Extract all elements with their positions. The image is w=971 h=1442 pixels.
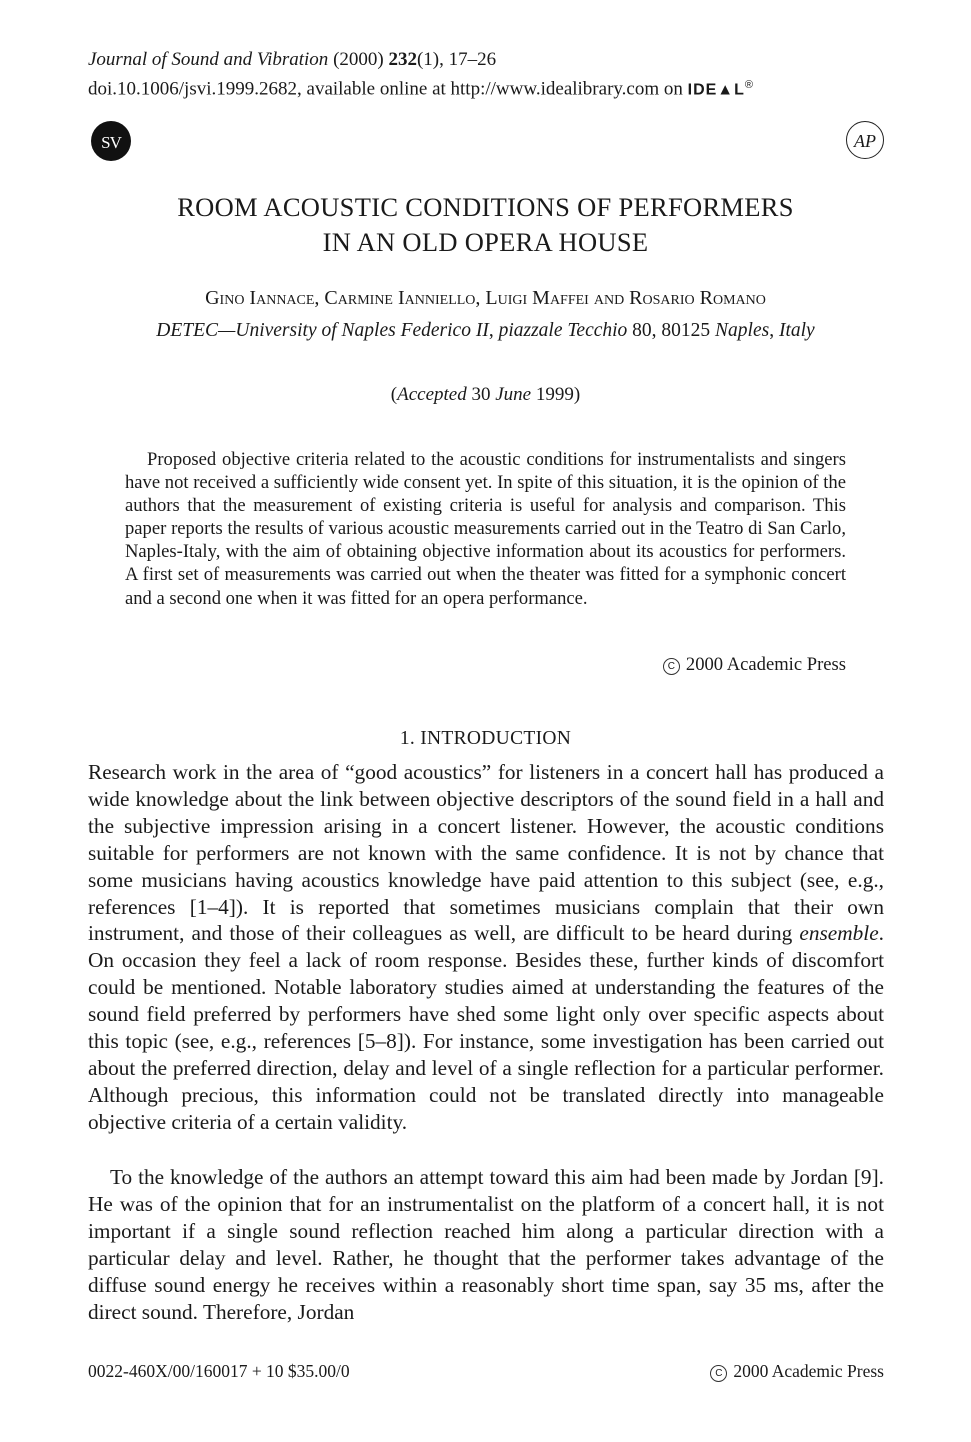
abstract-copyright	[600, 653, 846, 677]
abstract-copyright-text: 2000 Academic Press	[685, 654, 846, 675]
footer-copyright-text: 2000 Academic Press	[733, 1361, 884, 1381]
copyright-icon: C	[710, 1365, 727, 1382]
journal-issue-pages: (1), 17–26	[416, 49, 497, 70]
title-line-2: IN AN OLD OPERA HOUSE	[322, 227, 649, 257]
affiliation: DETEC—University of Naples Federico II, piazzale Tecchio 80, 80125 Naples, Italy	[156, 320, 815, 341]
authors: Gino Iannace, Carmine Ianniello, Luigi Maffei and Rosario Romano	[205, 287, 766, 309]
emphasis-ensemble: ensemble	[799, 921, 879, 946]
journal-name: Journal of Sound and Vibration	[88, 49, 329, 70]
paragraph-1: Research work in the area of “good acoustics” for listeners in a concert hall has produced a wide knowledge about the link between objective descriptors of the sound field in a hall and the subjective impression arising in a concert listener. However, the acoustic conditions suitable for performers are not known with the same confidence. It is not by chance that some musicians having acoustics knowledge have paid attention to this subject (see, e.g., references [1–4]). It is reported that sometimes musicians complain that their own instrument, and those of their colleagues as well, are difficult to be heard during ensemble. On occasion they feel a lack of room response. Besides these, further kinds of discomfort could be mentioned. Notable laboratory studies aimed at understanding the features of the sound field preferred by performers have shed some light only over specific aspects about this topic (see, e.g., references [5–8]). For instance, some investigation has been carried out about the preferred direction, delay and level of a single reflection for a particular performer. Although precious, this information could not be translated directly into manageable objective criteria of a certain validity.	[88, 760, 884, 1134]
affiliation-dept: DETEC—University of Naples Federico II	[156, 320, 489, 341]
copyright-icon: C	[663, 658, 680, 675]
footer-code: 0022-460X/00/160017 + 10 $35.00/0	[88, 1361, 350, 1381]
title-line-1: ROOM ACOUSTIC CONDITIONS OF PERFORMERS	[177, 192, 794, 222]
affiliation-number: 80, 80125	[632, 320, 711, 341]
sv-logo-icon: SV	[91, 121, 131, 161]
ideal-logo: IDE▲L®	[687, 79, 755, 99]
abstract: Proposed objective criteria related to the acoustic conditions for instrumentalists and singers have not received a sufficiently wide consent yet. In spite of this situation, it is the opinion of the authors that the measurement of existing criteria is useful for analysis and comparison. This paper reports the results of various acoustic measurements carried out in the Teatro di San Carlo, Naples-Italy, with the aim of obtaining objective information about its acoustics for performers. A first set of measurements was carried out when the theater was fitted for a symphonic concert and a second one when it was fitted for an opera performance.	[125, 449, 846, 609]
paragraph-2: To the knowledge of the authors an attempt toward this aim had been made by Jordan [9]. He was of the opinion that for an instrumentalist on the platform of a concert hall, it is not important if a single sound reflection reached him along a particular direction with a particular delay and level. Rather, he thought that the performer takes advantage of the diffuse sound energy he receives within a reasonably short time span, say 35 ms, after the direct sound. Therefore, Jordan	[88, 1165, 884, 1324]
journal-citation	[88, 48, 496, 72]
paper-title	[0, 190, 971, 260]
footer-copyright	[660, 1359, 884, 1383]
section-heading: 1. INTRODUCTION	[399, 728, 572, 749]
affiliation-city: Naples	[715, 320, 770, 341]
affiliation-street: piazzale Tecchio	[498, 320, 628, 341]
ap-logo-icon: AP	[846, 121, 884, 159]
accepted-date: (Accepted 30 June 1999)	[390, 384, 581, 405]
affiliation-country: Italy	[778, 320, 815, 341]
accepted-label: Accepted	[397, 384, 467, 405]
journal-year: (2000)	[333, 49, 384, 70]
accepted-year: 1999	[535, 384, 574, 405]
doi-text: doi.10.1006/jsvi.1999.2682, available online at http://www.idealibrary.com on	[88, 78, 683, 100]
accepted-month: June	[495, 384, 532, 405]
doi-line	[88, 73, 754, 102]
journal-volume: 232	[388, 49, 417, 70]
accepted-day: 30	[471, 384, 491, 405]
